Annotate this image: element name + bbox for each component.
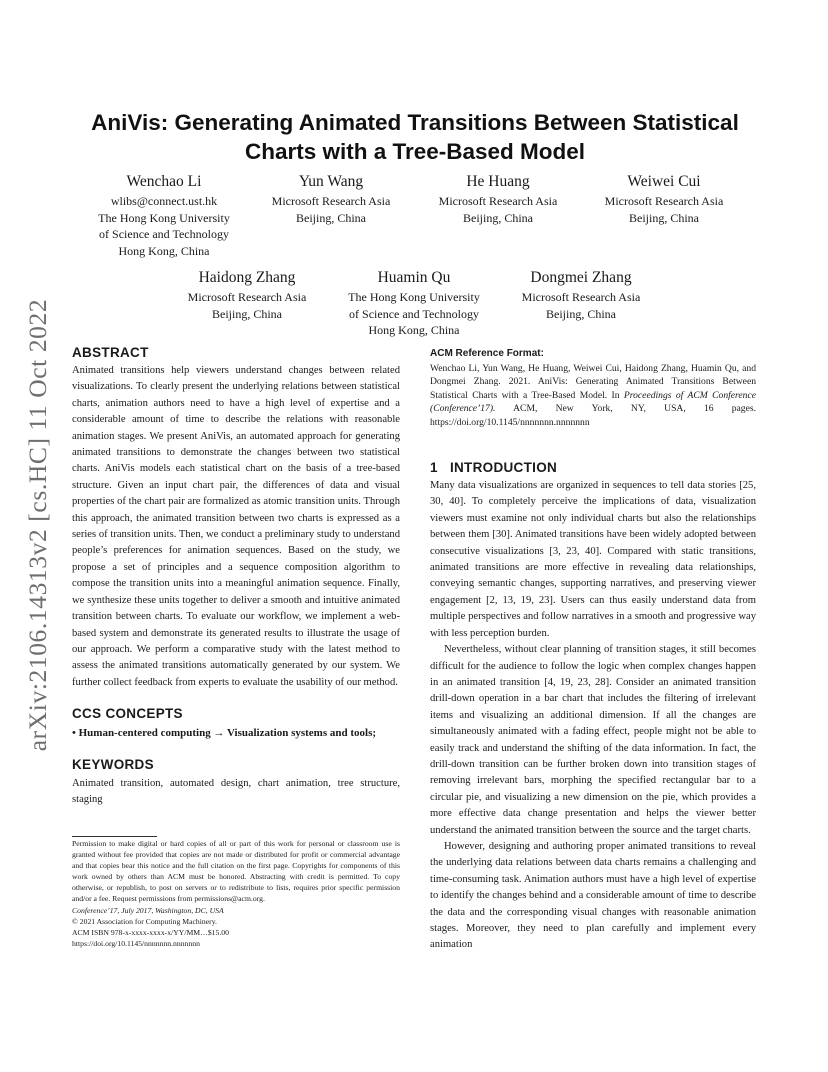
- author-affiliation: of Science and Technology: [349, 306, 479, 321]
- author-block: [162, 268, 332, 322]
- author-location: Hong Kong, China: [368, 323, 460, 337]
- permission-text: Permission to make digital or hard copies of all or part of this work for personal or classroom use is granted without fee provided that copies are not made or distributed for profit or commercial advantage and that copies bear this notice and the full citation on the first page. Copyrights for components of this work owned by others than ACM must be honored. Abstracting with credit is permitted. To copy otherwise, or republish, to post on servers or to redistribute to lists, requires prior specific permission and/or a fee. Request permissions from permissions@acm.org.: [72, 839, 400, 904]
- conference-info: Conference’17, July 2017, Washington, DC, USA: [72, 905, 224, 915]
- author-affiliation: Microsoft Research Asia: [438, 194, 558, 208]
- author-location: Beijing, China: [546, 306, 616, 321]
- author-affiliation: Microsoft Research Asia: [521, 290, 641, 304]
- abstract-heading: ABSTRACT: [72, 345, 149, 360]
- author-block: [496, 268, 666, 322]
- author-block: [79, 172, 249, 259]
- author-location: Beijing, China: [463, 210, 533, 225]
- doi-link[interactable]: https://doi.org/10.1145/nnnnnnn.nnnnnnn: [72, 938, 200, 948]
- keywords-text: Animated transition, automated design, chart animation, tree structure, staging: [72, 777, 400, 805]
- author-name: Weiwei Cui: [627, 173, 701, 190]
- ccs-heading: CCS CONCEPTS: [72, 706, 183, 722]
- author-location: Beijing, China: [296, 210, 366, 225]
- author-affiliation: Microsoft Research Asia: [604, 194, 724, 208]
- left-column: [72, 344, 400, 808]
- isbn-line: ACM ISBN 978-x-xxxx-xxxx-x/YY/MM…$15.00: [72, 927, 229, 937]
- author-name: He Huang: [466, 173, 530, 190]
- abstract-text: Animated transitions help viewers understand changes between related visualizations. To clearly present the underlying relations between statistical charts, animation authors need to have a high level of expertise and a considerable amount of time to describe the relations with reasonable animation stages. We present AniVis, an automated approach for generating animated transitions to demonstrate the changes between two statistical charts. AniVis models each statistical chart on the basis of a tree-based structure. Given an input chart pair, the differences of data and visual properties of the chart pair are formalized as atomic transition units. Through this approach, the animated transition between two charts is expressed as a series of transition units. Then, we conduct a preliminary study to understand people’s preferences for animation sequences. Based on the study, we propose a set of principles and a sequence composition algorithm to compose the transition units into a meaningful animation sequence. Finally, we synthesize these units together to deliver a smooth and intuitive animated transition between charts. To evaluate our workflow, we implement a web-based system and demonstrate its generated results to illustrate the usage of our approach. We perform a comparative study with the latest method to assess the animated transitions automatically generated by our system. We further collect feedback from experts to evaluate the usability of our method.: [72, 365, 400, 688]
- acm-reference-main: Wenchao Li, Yun Wang, He Huang, Weiwei Cui, Haidong Zhang, Huamin Qu, and Dongmei Zhang. 2021. AniVis: Generating Animated Transitions Between Statistical Charts with a Tree-Based Model. In: [430, 363, 756, 401]
- keywords-heading: KEYWORDS: [72, 756, 154, 772]
- author-location: Beijing, China: [212, 306, 282, 321]
- author-affiliation: of Science and Technology: [99, 227, 229, 241]
- copyright-footnote: [72, 838, 400, 949]
- author-name: Huamin Qu: [377, 269, 451, 286]
- acm-reference-publisher: ACM, New York, NY, USA, 16 pages. https://doi.org/10.1145/nnnnnnn.nnnnnnn: [430, 403, 756, 428]
- author-affiliation: Microsoft Research Asia: [271, 194, 391, 208]
- author-affiliation: The Hong Kong University: [98, 210, 230, 225]
- author-name: Haidong Zhang: [198, 269, 296, 286]
- paper-title: AniVis: Generating Animated Transitions Between Statistical Charts with a Tree-Based Model: [91, 110, 739, 164]
- arxiv-stamp: arXiv:2106.14313v2 [cs.HC] 11 Oct 2022: [23, 298, 52, 752]
- author-block: [246, 172, 416, 226]
- acm-reference-heading: ACM Reference Format:: [430, 348, 544, 359]
- author-location: Beijing, China: [629, 210, 699, 225]
- author-block: [413, 172, 583, 226]
- author-name: Dongmei Zhang: [530, 269, 632, 286]
- right-column: [430, 347, 756, 954]
- author-affiliation: The Hong Kong University: [348, 290, 480, 304]
- author-block: [329, 268, 499, 339]
- intro-paragraph: Nevertheless, without clear planning of transition stages, it still becomes difficult for the audience to follow the logic when complex changes happen in an animated transition [4, 19, 23, 28]. Consider an animated transition drill-down operation in a bar chart that includes the filtering of irrelevant items and visualizing an additional dimension. If all the changes are simultaneously animated with a fading effect, people might not be able to easily track and understand the shifting of the data information. In fact, the drill-down transition can be further broken down into transition stages of removing irrelevant bars, morphing the specified rectangular bar to a circular pie, and visualizing a new dimension on the pie, which provides a more effective data change presentation and helps the viewer better understand the animated transition between the source and the target charts.: [430, 644, 756, 836]
- footnote-rule: [72, 836, 157, 837]
- intro-paragraph: Many data visualizations are organized in sequences to tell data stories [25, 30, 40]. To completely perceive the implications of data, visualization viewers must examine not only individual charts but also the relationships between them [30]. Animated transitions have been widely adopted between consecutive visualizations [3, 23, 40]. Compared with static transitions, animated transitions are more effective in revealing data relationships, conveying semantic changes, supporting narratives, and preserving viewer engagement [2, 13, 19, 23]. Users can thus easily understand data from multiple perspectives and follow narratives in a smooth and progressive way with less perception burden.: [430, 480, 756, 639]
- author-location: Hong Kong, China: [118, 243, 210, 258]
- introduction-heading: 1 INTRODUCTION: [430, 460, 558, 476]
- author-affiliation: Microsoft Research Asia: [187, 290, 307, 304]
- author-name: Wenchao Li: [126, 173, 202, 190]
- acm-reference-text: [430, 362, 756, 429]
- author-block: [579, 172, 749, 226]
- acm-reference-proceedings: Proceedings of ACM Conference (Conference’17).: [430, 389, 756, 415]
- author-email: wlibs@connect.ust.hk: [110, 194, 218, 208]
- ccs-text: • Human-centered computing → Visualization systems and tools;: [72, 727, 377, 740]
- author-name: Yun Wang: [298, 173, 364, 190]
- copyright-line: © 2021 Association for Computing Machinery.: [72, 916, 217, 926]
- intro-paragraph: However, designing and authoring proper animated transitions to reveal the underlying data relations between data charts remains a challenging and time-consuming task. Animation authors must have a high level of expertise to identify the changes behind and a considerable amount of time to describe the data and the corresponding visual changes with reasonable animation stages. Moreover, they need to plan carefully and implement every animation: [430, 840, 756, 951]
